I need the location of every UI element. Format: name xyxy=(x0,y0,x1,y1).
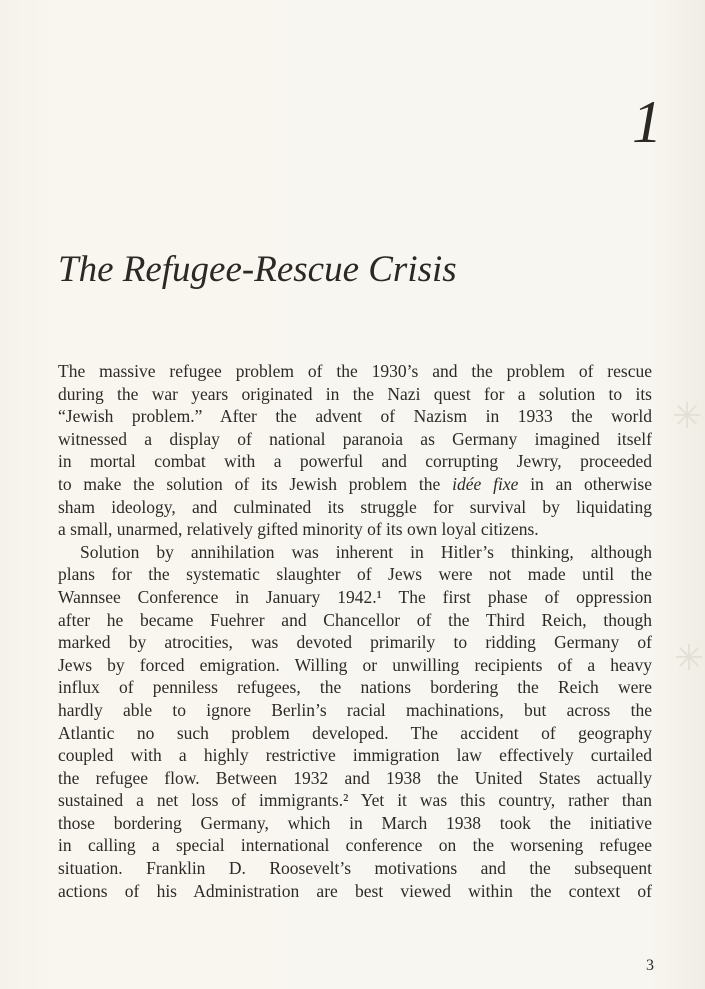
text-line: The massive refugee problem of the 1930’s and the problem of rescue xyxy=(58,361,652,381)
text-line: during the war years originated in the Nazi quest for a solution to its xyxy=(58,383,652,404)
paragraph-2 xyxy=(58,541,652,903)
text-line: Wannsee Conference in January 1942.¹ The first phase of oppression xyxy=(58,586,652,607)
text-line: after he became Fuehrer and Chancellor of the Third Reich, though xyxy=(58,609,652,630)
text-line: in mortal combat with a powerful and corrupting Jewry, proceeded xyxy=(58,451,652,472)
text-line: coupled with a highly restrictive immigration law effectively curtailed xyxy=(58,745,652,766)
text-line: the refugee flow. Between 1932 and 1938 the United States actually xyxy=(58,767,652,788)
text-line: situation. Franklin D. Roosevelt’s motivations and the subsequent xyxy=(58,858,652,879)
text-line: witnessed a display of national paranoia as Germany imagined itself xyxy=(58,428,652,449)
text-line: a small, unarmed, relatively gifted minority of its own loyal citizens. xyxy=(58,519,539,540)
spark-icon: ✳ xyxy=(672,396,703,436)
page-number: 3 xyxy=(646,957,654,974)
text-line: hardly able to ignore Berlin’s racial machinations, but across the xyxy=(58,699,652,720)
text-line: in calling a special international conference on the worsening refugee xyxy=(58,835,652,856)
text-line: Jews by forced emigration. Willing or unwilling recipients of a heavy xyxy=(58,654,652,675)
text-line: to make the solution of its Jewish problem the idée fixe in an otherwise xyxy=(58,473,653,494)
text-line: actions of his Administration are best viewed within the context of xyxy=(58,880,652,901)
text-line: sham ideology, and culminated its struggle for survival by liquidating xyxy=(58,496,652,517)
chapter-number: 1 xyxy=(632,89,662,155)
text-line: marked by atrocities, was devoted primarily to ridding Germany of xyxy=(58,632,652,653)
spark-icon: ✳ xyxy=(674,638,705,678)
text-line: sustained a net loss of immigrants.² Yet it was this country, rather than xyxy=(58,790,652,811)
text-line: Solution by annihilation was inherent in Hitler’s thinking, although xyxy=(80,541,652,562)
text-line: “Jewish problem.” After the advent of Nazism in 1933 the world xyxy=(58,406,652,427)
chapter-title: The Refugee-Rescue Crisis xyxy=(58,249,457,290)
body-text xyxy=(58,360,652,902)
text-line: those bordering Germany, which in March 1938 took the initiative xyxy=(58,812,652,833)
text-line: influx of penniless refugees, the nations bordering the Reich were xyxy=(58,677,652,698)
italic-phrase: idée fixe xyxy=(452,473,519,494)
paragraph-1 xyxy=(58,360,652,541)
text-line: Atlantic no such problem developed. The accident of geography xyxy=(58,722,652,743)
text-line: plans for the systematic slaughter of Jews were not made until the xyxy=(58,564,652,585)
